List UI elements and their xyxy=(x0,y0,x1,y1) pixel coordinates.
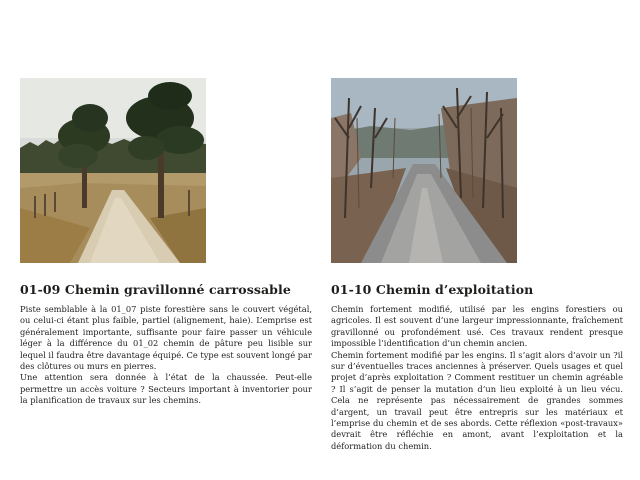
section-title: 01-09 Chemin gravillonné carrossable xyxy=(20,282,291,297)
section-gravel-road xyxy=(20,282,312,407)
photo-forestry-road xyxy=(331,78,517,263)
paragraph: Une attention sera donnée à l’état de la chaussée. Peut-elle permettre un accès voiture ? Secteurs important à inventorier pour la planification de travaux sur les chemins. xyxy=(20,372,312,406)
photo-gravel-road xyxy=(20,78,206,263)
section-title: 01-10 Chemin d’exploitation xyxy=(331,282,534,297)
paragraph: Chemin fortement modifié par les engins. Il s’agit alors d’avoir un ?il sur d’éventuelles traces anciennes à préserver. Quels usages et quel projet d’après exploitation ? Comment restituer un chemin agréable ? Il s’agit de penser la mutation d’un lieu exploité à un lieu vécu. Cela ne représente pas nécessairement de grandes sommes d’argent, un travail peut être entrepris sur les matériaux et l’emprise du chemin et de ses abords. Cette réflexion «post-travaux» devrait être réfléchie en amont, avant l’exploitation et la déformation du chemin. xyxy=(331,349,623,451)
section-body xyxy=(331,304,623,452)
paragraph: Piste semblable à la 01_07 piste forestière sans le couvert végétal, ou celui-ci étant plus faible, partiel (alignement, haie). L’emprise est généralement importante, suffisante pour faire passer un véhicule léger à la différence du 01_02 chemin de pâture peu lisible sur lequel il faudra être davantage équipé. Ce type est souvent longé par des clôtures ou murs en pierres. xyxy=(20,304,312,372)
section-forestry-road xyxy=(331,282,623,452)
forestry-road-illustration xyxy=(331,78,517,263)
gravel-road-illustration xyxy=(20,78,206,263)
section-body xyxy=(20,304,312,407)
paragraph: Chemin fortement modifié, utilisé par les engins forestiers ou agricoles. Il est souvent d’une largeur impressionnante, fraîchement gravillonné ou profondément usé. Ces travaux rendent presque impossible l’identification d’un chemin ancien. xyxy=(331,304,623,349)
